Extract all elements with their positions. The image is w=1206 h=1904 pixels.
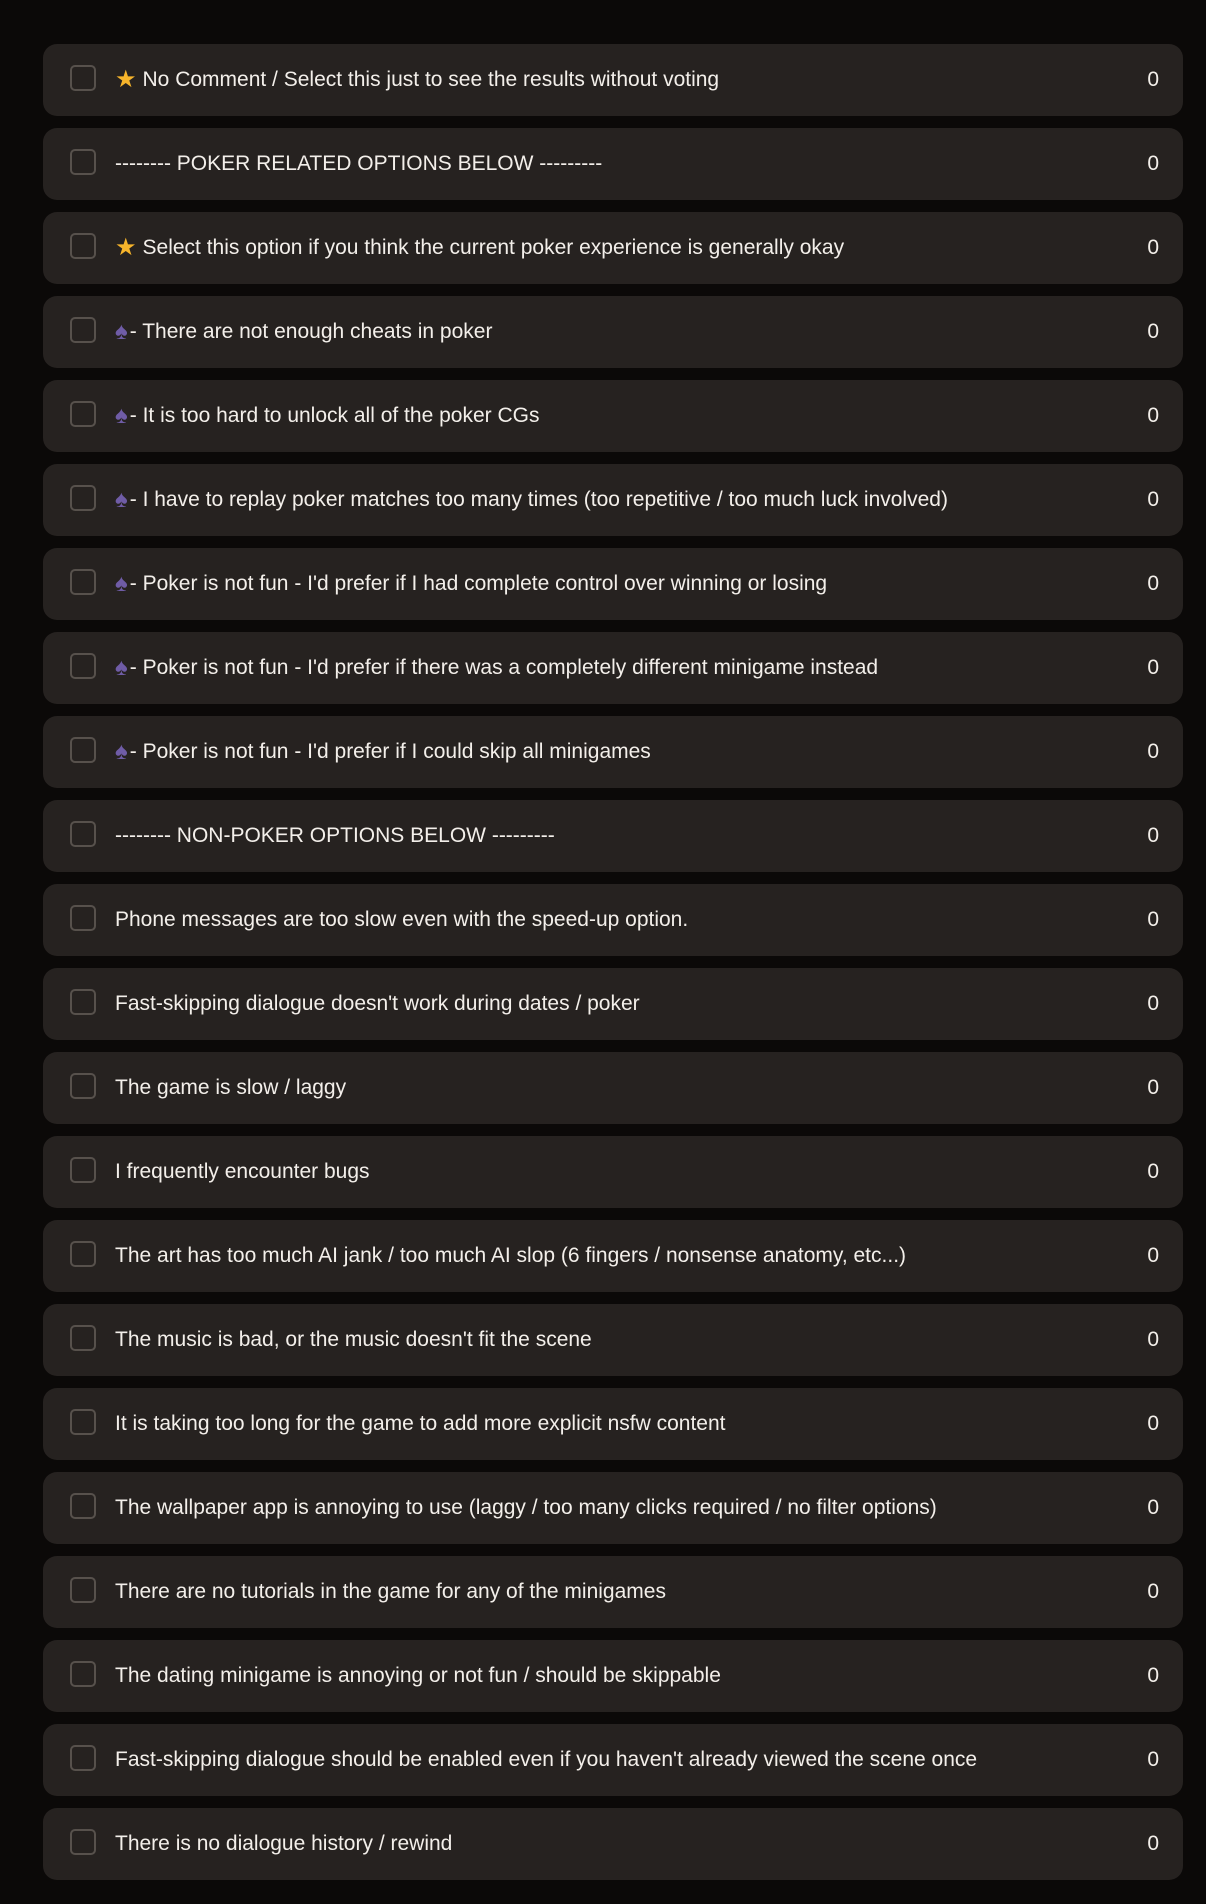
option-checkbox[interactable] bbox=[70, 1661, 96, 1687]
poll-option[interactable] bbox=[43, 380, 1183, 452]
vote-count: 0 bbox=[1147, 740, 1159, 763]
poll-option[interactable] bbox=[43, 716, 1183, 788]
option-label-container bbox=[115, 716, 1103, 788]
option-label: The dating minigame is annoying or not fun / should be skippable bbox=[115, 1664, 721, 1687]
star-icon: ★ bbox=[115, 234, 137, 261]
option-label: -------- POKER RELATED OPTIONS BELOW --------- bbox=[115, 152, 603, 175]
vote-count: 0 bbox=[1147, 1496, 1159, 1519]
option-label: There are no tutorials in the game for any of the minigames bbox=[115, 1580, 666, 1603]
option-label: -------- NON-POKER OPTIONS BELOW --------- bbox=[115, 824, 555, 847]
spade-icon: ♠ bbox=[115, 570, 128, 597]
option-label: The music is bad, or the music doesn't fit the scene bbox=[115, 1328, 592, 1351]
vote-count: 0 bbox=[1147, 1832, 1159, 1855]
vote-count: 0 bbox=[1147, 908, 1159, 931]
poll-option[interactable] bbox=[43, 1808, 1183, 1880]
poll-option[interactable] bbox=[43, 1724, 1183, 1796]
option-label: The wallpaper app is annoying to use (laggy / too many clicks required / no filter options) bbox=[115, 1496, 937, 1519]
vote-count: 0 bbox=[1147, 1076, 1159, 1099]
option-label: Select this option if you think the current poker experience is generally okay bbox=[142, 236, 845, 259]
poll-option[interactable] bbox=[43, 968, 1183, 1040]
option-label-container bbox=[115, 464, 1103, 536]
poll-option[interactable] bbox=[43, 1640, 1183, 1712]
option-label-container bbox=[115, 884, 1103, 956]
option-checkbox[interactable] bbox=[70, 485, 96, 511]
poll-option[interactable] bbox=[43, 212, 1183, 284]
option-label-container bbox=[115, 296, 1103, 368]
option-label: Phone messages are too slow even with the speed-up option. bbox=[115, 908, 689, 931]
vote-count: 0 bbox=[1147, 1160, 1159, 1183]
vote-count: 0 bbox=[1147, 488, 1159, 511]
vote-count: 0 bbox=[1147, 236, 1159, 259]
option-checkbox[interactable] bbox=[70, 1745, 96, 1771]
option-label-container bbox=[115, 800, 1103, 872]
vote-count: 0 bbox=[1147, 572, 1159, 595]
option-checkbox[interactable] bbox=[70, 1577, 96, 1603]
vote-count: 0 bbox=[1147, 1580, 1159, 1603]
option-label: - There are not enough cheats in poker bbox=[129, 320, 493, 343]
spade-icon: ♠ bbox=[115, 318, 128, 345]
poll-option[interactable] bbox=[43, 1220, 1183, 1292]
poll-option[interactable] bbox=[43, 128, 1183, 200]
option-checkbox[interactable] bbox=[70, 401, 96, 427]
option-checkbox[interactable] bbox=[70, 1157, 96, 1183]
poll-option[interactable] bbox=[43, 1388, 1183, 1460]
option-checkbox[interactable] bbox=[70, 1073, 96, 1099]
option-label: No Comment / Select this just to see the results without voting bbox=[142, 68, 720, 91]
option-checkbox[interactable] bbox=[70, 653, 96, 679]
option-checkbox[interactable] bbox=[70, 821, 96, 847]
option-checkbox[interactable] bbox=[70, 149, 96, 175]
vote-count: 0 bbox=[1147, 1244, 1159, 1267]
spade-icon: ♠ bbox=[115, 654, 128, 681]
vote-count: 0 bbox=[1147, 1412, 1159, 1435]
vote-count: 0 bbox=[1147, 656, 1159, 679]
option-label-container bbox=[115, 1724, 1103, 1796]
option-label: Fast-skipping dialogue doesn't work during dates / poker bbox=[115, 992, 640, 1015]
option-checkbox[interactable] bbox=[70, 65, 96, 91]
option-label: Fast-skipping dialogue should be enabled even if you haven't already viewed the scene once bbox=[115, 1748, 978, 1771]
spade-icon: ♠ bbox=[115, 402, 128, 429]
vote-count: 0 bbox=[1147, 152, 1159, 175]
option-label: It is taking too long for the game to add more explicit nsfw content bbox=[115, 1412, 726, 1435]
poll-option[interactable] bbox=[43, 1472, 1183, 1544]
option-checkbox[interactable] bbox=[70, 233, 96, 259]
option-checkbox[interactable] bbox=[70, 1829, 96, 1855]
poll-option[interactable] bbox=[43, 296, 1183, 368]
option-label-container bbox=[115, 1640, 1103, 1712]
option-label-container bbox=[115, 1220, 1103, 1292]
option-label-container bbox=[115, 1388, 1103, 1460]
poll-option[interactable] bbox=[43, 1052, 1183, 1124]
option-label-container bbox=[115, 632, 1103, 704]
option-checkbox[interactable] bbox=[70, 737, 96, 763]
option-checkbox[interactable] bbox=[70, 905, 96, 931]
spade-icon: ♠ bbox=[115, 486, 128, 513]
option-checkbox[interactable] bbox=[70, 1409, 96, 1435]
vote-count: 0 bbox=[1147, 320, 1159, 343]
option-label-container bbox=[115, 1808, 1103, 1880]
option-label: The art has too much AI jank / too much AI slop (6 fingers / nonsense anatomy, etc...) bbox=[115, 1244, 907, 1267]
vote-count: 0 bbox=[1147, 1664, 1159, 1687]
poll-option[interactable] bbox=[43, 44, 1183, 116]
option-label-container bbox=[115, 128, 1103, 200]
option-label: - I have to replay poker matches too many times (too repetitive / too much luck involved) bbox=[129, 488, 948, 511]
option-label: - Poker is not fun - I'd prefer if I had complete control over winning or losing bbox=[129, 572, 828, 595]
vote-count: 0 bbox=[1147, 404, 1159, 427]
option-label: - It is too hard to unlock all of the poker CGs bbox=[129, 404, 540, 427]
option-checkbox[interactable] bbox=[70, 1241, 96, 1267]
option-label-container bbox=[115, 968, 1103, 1040]
poll-option[interactable] bbox=[43, 1136, 1183, 1208]
vote-count: 0 bbox=[1147, 1328, 1159, 1351]
star-icon: ★ bbox=[115, 66, 137, 93]
vote-count: 0 bbox=[1147, 1748, 1159, 1771]
spade-icon: ♠ bbox=[115, 738, 128, 765]
option-checkbox[interactable] bbox=[70, 1325, 96, 1351]
option-label-container bbox=[115, 548, 1103, 620]
poll-option[interactable] bbox=[43, 548, 1183, 620]
option-label-container bbox=[115, 1556, 1103, 1628]
poll-option[interactable] bbox=[43, 464, 1183, 536]
option-checkbox[interactable] bbox=[70, 317, 96, 343]
option-label: - Poker is not fun - I'd prefer if I could skip all minigames bbox=[129, 740, 651, 763]
vote-count: 0 bbox=[1147, 824, 1159, 847]
option-label: The game is slow / laggy bbox=[115, 1076, 347, 1099]
option-label-container bbox=[115, 1304, 1103, 1376]
poll-option[interactable] bbox=[43, 1556, 1183, 1628]
option-label-container bbox=[115, 1136, 1103, 1208]
option-checkbox[interactable] bbox=[70, 989, 96, 1015]
option-label-container bbox=[115, 1052, 1103, 1124]
option-label-container bbox=[115, 212, 1103, 284]
option-label-container bbox=[115, 1472, 1103, 1544]
vote-count: 0 bbox=[1147, 992, 1159, 1015]
option-label-container bbox=[115, 380, 1103, 452]
option-label: I frequently encounter bugs bbox=[115, 1160, 370, 1183]
poll-options-list bbox=[43, 44, 1183, 1892]
vote-count: 0 bbox=[1147, 68, 1159, 91]
option-label-container bbox=[115, 44, 1103, 116]
poll-option[interactable] bbox=[43, 800, 1183, 872]
option-label: There is no dialogue history / rewind bbox=[115, 1832, 453, 1855]
poll-option[interactable] bbox=[43, 632, 1183, 704]
option-checkbox[interactable] bbox=[70, 569, 96, 595]
option-label: - Poker is not fun - I'd prefer if there was a completely different minigame instead bbox=[129, 656, 879, 679]
poll-option[interactable] bbox=[43, 1304, 1183, 1376]
option-checkbox[interactable] bbox=[70, 1493, 96, 1519]
poll-option[interactable] bbox=[43, 884, 1183, 956]
